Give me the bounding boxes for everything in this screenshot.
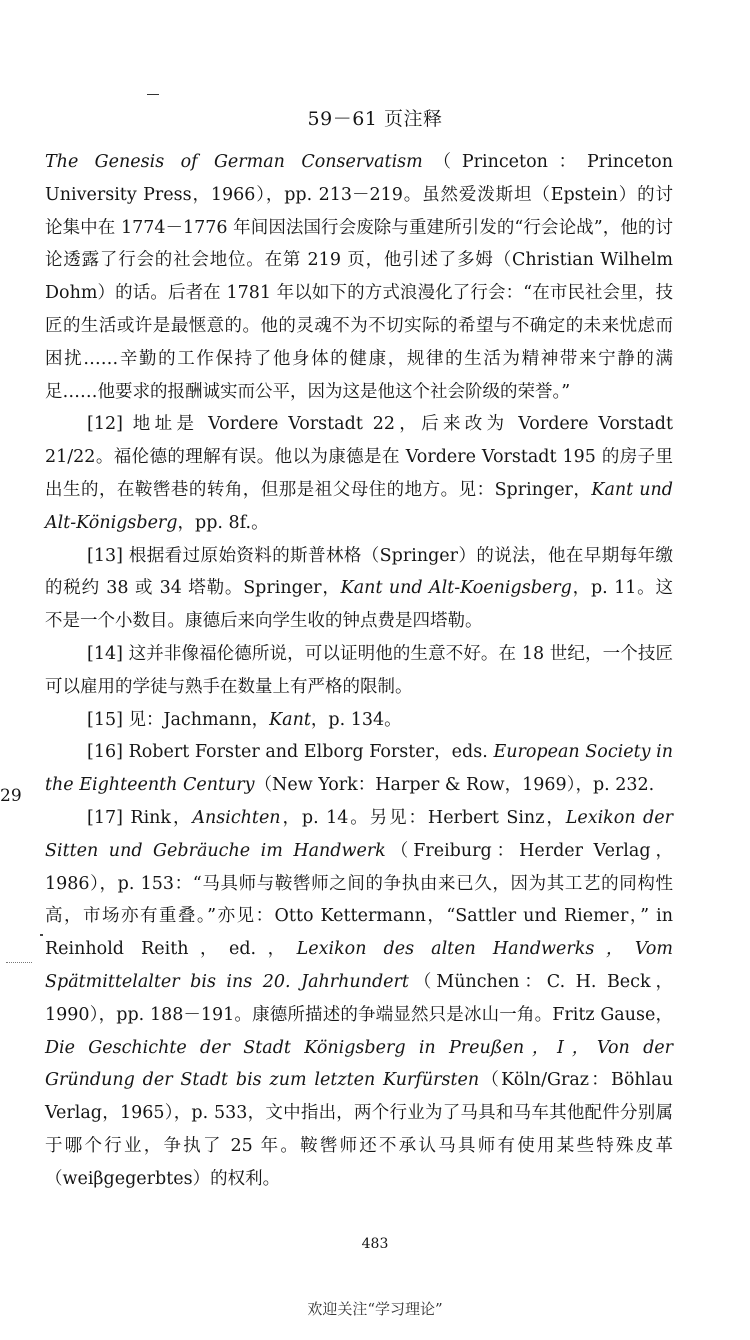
note-text: [17] Rink， <box>87 807 193 828</box>
italic-title: Kant und Alt-Koenigsberg <box>340 578 572 599</box>
header-rule-mark <box>147 94 159 95</box>
note-paragraph <box>45 704 673 737</box>
italic-title: Kant <box>269 709 311 730</box>
footer-watermark: 欢迎关注“学习理论” <box>307 1300 443 1318</box>
note-paragraph <box>45 802 673 1196</box>
note-text: [12] 地址是 Vordere Vorstadt 22，后来改为 Vordere Vorstadt 21/22。福伦德的理解有误。他以为康德是在 Vordere Vorstadt 195 的房子里出生的，在鞍辔巷的转角，但那是祖父母住的地方。见：Springer， <box>45 414 673 500</box>
scan-dotted-mark <box>6 962 32 964</box>
italic-title: Kant und Alt-Königsberg <box>45 479 673 533</box>
note-text: （Princeton：Princeton University Press，1966），pp. 213－219。虽然爱泼斯坦（Epstein）的讨论集中在 1774－1776 年间因法国行会废除与重建所引发的“行会论战”，他的讨论透露了行会的社会地位。在第 219 页，他引述了多姆（Christian Wilhelm Dohm）的话。后者在 1781 年以如下的方式浪漫化了行会：“在市民社会里，技匠的生活或许是最惬意的。他的灵魂不为不切实际的希望与不确定的未来忧虑而困扰……辛勤的工作保持了他身体的健康，规律的生活为精神带来宁静的满足……他要求的报酬诚实而公平，因为这是他这个社会阶级的荣誉。” <box>45 152 673 402</box>
note-text: [15] 见：Jachmann， <box>87 709 270 730</box>
note-paragraph <box>45 540 673 638</box>
note-paragraph <box>45 638 673 704</box>
note-continuation <box>45 146 673 408</box>
notes-body <box>45 146 673 1196</box>
note-text: （München：C. H. Beck，1990），pp. 188－191。康德所描述的争端显然只是冰山一角。Fritz Gause， <box>45 971 673 1025</box>
note-text: （Köln/Graz：Böhlau Verlag，1965），p. 533，文中指出，两个行业为了马具和马车其他配件分别属于哪个行业，争执了 25 年。鞍辔师还不承认马具师有使用某些特殊皮革（weiβgegerbtes）的权利。 <box>45 1070 673 1189</box>
note-text: ，pp. 8f.。 <box>177 512 269 533</box>
italic-title: Die Geschichte der Stadt Königsberg in Preußen，I，Von der Gründung der Stadt bis zum letzten Kurfürsten <box>45 1037 673 1091</box>
note-paragraph <box>45 736 673 802</box>
italic-title: Lexikon des alten Handwerks，Vom Spätmittelalter bis ins 20. Jahrhundert <box>45 939 674 992</box>
note-text: ，p. 134。 <box>310 709 402 730</box>
note-text: [13] 根据看过原始资料的斯普林格（Springer）的说法，他在早期每年缴的税约 38 或 34 塔勒。Springer， <box>45 545 673 599</box>
note-text: ，p. 14。另见：Herbert Sinz， <box>280 807 566 828</box>
page-heading: 59－61 页注释 <box>307 108 443 130</box>
italic-title: Ansichten <box>192 807 281 828</box>
note-text: ，p. 11。这不是一个小数目。康德后来向学生收的钟点费是四塔勒。 <box>45 578 673 632</box>
italic-title: The Genesis of German Conservatism <box>45 152 423 172</box>
note-text: [14] 这并非像福伦德所说，可以证明他的生意不好。在 18 世纪，一个技匠可以雇用的学徒与熟手在数量上有严格的限制。 <box>45 643 673 697</box>
note-text: （New York：Harper & Row，1969），p. 232. <box>254 775 655 796</box>
page-number: 483 <box>361 1236 389 1252</box>
scan-speck <box>40 934 43 936</box>
italic-title: Lexikon der Sitten und Gebräuche im Handwerk <box>45 807 673 861</box>
note-paragraph <box>45 408 673 539</box>
note-text: [16] Robert Forster and Elborg Forster，eds. <box>87 742 494 763</box>
italic-title: European Society in the Eighteenth Century <box>45 742 673 796</box>
margin-page-reference: 29 <box>0 786 22 806</box>
note-text: （Freiburg：Herder Verlag，1986），p. 153：“马具师与鞍辔师之间的争执由来已久，因为其工艺的同构性高，市场亦有重叠。”亦见：Otto Kettermann，“Sattler und Riemer，” in Reinhold Reith，ed.， <box>45 840 673 960</box>
